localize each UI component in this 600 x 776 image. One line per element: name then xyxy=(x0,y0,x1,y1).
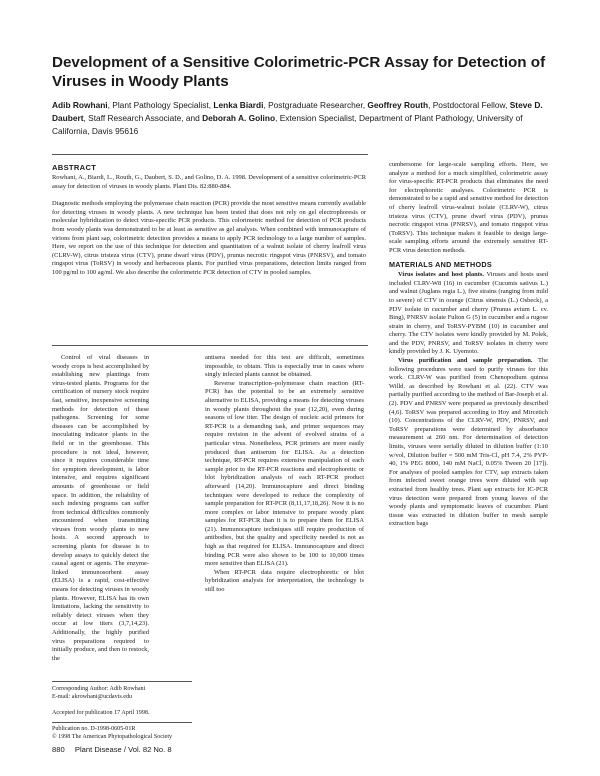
article-title: Development of a Sensitive Colorimetric-PCR Assay for Detection of Viruses in Woody Plants xyxy=(52,54,546,90)
purification-text: The following procedures were used to purify viruses for this work. CLRV-W was purified from Chenopodium quinoa Willd. as described by Rowhani et al. (22). CTV was partially purified according to the method of Bar-Joseph et al. (2). PDV and PNRSV were prepared as previously described (4,6). ToRSV was prepared according to Hoy and Mircetich (10). Concentrations of the CLRV-W, PDV, PNRSV, and ToRSV preparations were determined by absorbance measurement at 260 nm. For determination of detection limits, viruses were serially diluted in dilution buffer (1:10 w/vol, Dilution buffer = 500 mM Tris-Cl, pH 7.4, 2% PVP-40, 1% PEG 8000, 140 mM NaCl, 0.05% Tween 20 [17]). For analyses of pooled samples for CTV, sap extracts taken from infected sweet orange trees were diluted with sap extracted from healthy trees. Plant sap extracts for IC-PCR virus detection were prepared from young leaves of the woody plants and symptomatic leaves of cucumber. Plant tissue was extracted in dilution buffer in mesh sample extraction bags xyxy=(389,357,548,528)
abstract-section xyxy=(52,163,366,278)
publication-info xyxy=(52,722,192,741)
author-name: Geoffrey Routh xyxy=(367,100,429,110)
author-role: , Postgraduate Researcher, xyxy=(263,100,368,110)
author-name: Adib Rowhani xyxy=(52,100,108,110)
paragraph-rt-pcr: Reverse transcription–polymerase chain reaction (RT-PCR) has the potential to be an extremely sensitive alternative to ELISA, providing a means for detecting viruses in woody plants throughout the year (12,20), even during seasons of low titer. The design of nucleic acid primers for RT-PCR is a demanding task, and primer sequences may require revision in the advent of evolved strains of a particular virus. Nonetheless, PCR primers are more easily produced than antiserum for ELISA. As a detection technique, RT-PCR requires extensive manipulation of each sample prior to the RT-PCR reactions and electrophoretic or blot hybridization analysis of each RT-PCR product afterward (14,20). Immunocapture and direct binding techniques were developed to reduce the complexity of sample preparation for RT-PCR (8,11,17,18,26). Now it is no more complex or labor intensive to prepare woody plant samples for RT-PCR than it is to prepare them for ELISA (21). Immunocapture techniques still require production of antibodies, but the quality and specificity needed is not as high as that required for ELISA. Immunocapture and direct binding PCR were also shown to be 100 to 10,000 times more sensitive than ELISA (21). xyxy=(205,379,364,568)
methods-heading: MATERIALS AND METHODS xyxy=(389,259,492,269)
abstract-citation: Rowhani, A., Biardi, L., Routh, G., Daubert, S. D., and Golino, D. A. 1998. Development of a sensitive colorimetric-PCR assay for detection of viruses in woody plants. Plant Dis. 82:880-884. xyxy=(52,174,366,190)
copyright-line: © 1998 The American Phytopathological Society xyxy=(52,734,173,740)
column-2 xyxy=(205,354,364,595)
abstract-bottom-rule xyxy=(52,345,368,346)
accepted-date: Accepted for publication 17 April 1998. xyxy=(52,710,150,717)
page-footer xyxy=(52,745,172,754)
abstract-heading: ABSTRACT xyxy=(52,163,97,172)
author-name: Steve D. Daubert xyxy=(52,100,543,123)
page-number: 880 xyxy=(52,745,65,754)
corresponding-author: Corresponding Author: Adib Rowhani xyxy=(52,685,146,692)
author-notes xyxy=(52,681,192,718)
author-email: E-mail: akrowhani@ucdavis.edu xyxy=(52,694,133,700)
paragraph-colorimetric: cumbersome for large-scale sampling efforts. Here, we analyze a method for a much simplified, colorimetric assay for virus-specific RT-PCR products that eliminates the need for electrophoretic analyses. Colorimetric PCR is demonstrated to be a rapid and sensitive method for detection of cherry leafroll virus-walnut isolate (CLRV-W), citrus tristeza virus (CTV), prune dwarf virus (PDV), prunus necrotic ringspot virus (PNRSV), and tomato ringspot virus (ToRSV). This technique makes it feasible to design large-scale sampling efforts around the extremely sensitive RT-PCR virus detection methods. xyxy=(389,161,548,254)
author-role: , Extension Specialist, Department of Plant Pathology, University of California, Davis 95616 xyxy=(52,113,523,136)
author-list xyxy=(52,99,562,138)
paragraph-isolates xyxy=(389,271,548,357)
top-rule xyxy=(52,154,368,155)
column-3 xyxy=(389,161,548,529)
author-role: , Staff Research Associate, and xyxy=(83,113,203,123)
paragraph-interpretation: When RT-PCR data require electrophoretic or blot hybridization analysis for interpretation, the technology is still too xyxy=(205,568,364,594)
isolates-text: Viruses and hosts used included CLRV-W8 (16) in cucumber (Cucumis sativus L.) and walnut (Juglans regia L.), five strains (ranging from mild to severe) of CTV in orange (Citrus sinensis (L.) Osbeck), a PDV isolate in cucumber and cherry (Prunus avium L. cv. Bing), PNRSV isolate Fulton G (5) in cucumber and a rugose strain in cherry, and ToRSV-PYBM (10) in cucumber and cherry. The CTV isolates were kindly provided by M. Polek, and the PDV, PNRSV, and ToRSV isolates in cherry were kindly provided by J. K. Uyemoto. xyxy=(389,271,549,356)
paragraph-antisera: antisera needed for this test are difficult, sometimes impossible, to obtain. This is especially true in cases where singly infected plants cannot be obtained. xyxy=(205,354,364,379)
column-1 xyxy=(52,354,149,663)
publication-number: Publication no. D-1998-0605-01R xyxy=(52,725,136,732)
journal-issue: Plant Disease / Vol. 82 No. 8 xyxy=(74,745,172,754)
author-role: , Postdoctoral Fellow, xyxy=(428,100,510,110)
author-name: Lenka Biardi xyxy=(213,100,264,110)
isolates-runin: Virus isolates and host plants. xyxy=(398,271,484,279)
author-role: , Plant Pathology Specialist, xyxy=(107,100,214,110)
abstract-body: Diagnostic methods employing the polymerase chain reaction (PCR) provide the most sensitive means currently available for detecting viruses in woody plants. A new technique has been tested that does not rely on gel electrophoresis or molecular hybridization to detect virus-specific PCR products. This colorimetric method for detection of PCR products from woody plants was demonstrated to be at least as sensitive as gel analysis. When combined with immunocapture of virions from plant sap, colorimetric detection provides a means to apply PCR technology to a large number of samples. Here, we report on the use of this technique for detection and quantitation of a walnut isolate of cherry leafroll virus (CLRV-W), citrus tristeza virus (CTV), prune dwarf virus (PDV), prunus necrotic ringspot virus (PNRSV), and tomato ringspot virus (ToRSV) in woody and herbaceous plants. For purified virus preparations, detection limits ranged from 100 pg/ml to 100 ag/ml. We also describe the colorimetric PCR detection of CTV in pooled samples. xyxy=(52,200,366,276)
intro-paragraph: Control of viral diseases in woody crops is best accomplished by establishing new plantings from virus-tested plants. Programs for the certification of nursery stock require fast, sensitive, inexpensive screening methods for detection of these pathogens. Screening for some diseases can be accomplished by inoculating indicator plants in the field or in the greenhouse. This procedure is not ideal, however, since it requires considerable time for symptom development, is labor intensive, and requires significant amounts of greenhouse or field space. In addition, the reliability of such indexing programs can suffer from technical difficulties commonly encountered when transmitting viruses from woody plants to new hosts. A second approach to screening plants for disease is to develop assays to quickly detect the causal agent or agents. The enzyme-linked immunosorbent assay (ELISA) is a rapid, cost-effective means for detecting viruses in woody plants. However, ELISA has its own limitations, lacking the sensitivity to reliably detect viruses when they occur at low titers (3,7,14,23). Additionally, the highly purified virus preparations required to initially produce, and then to restock, the xyxy=(52,354,149,662)
notes-rule xyxy=(52,681,192,682)
paragraph-purification xyxy=(389,357,548,529)
purification-runin: Virus purification and sample preparation. xyxy=(398,357,533,365)
pubinfo-rule xyxy=(52,722,192,723)
author-name: Deborah A. Golino xyxy=(202,113,276,123)
